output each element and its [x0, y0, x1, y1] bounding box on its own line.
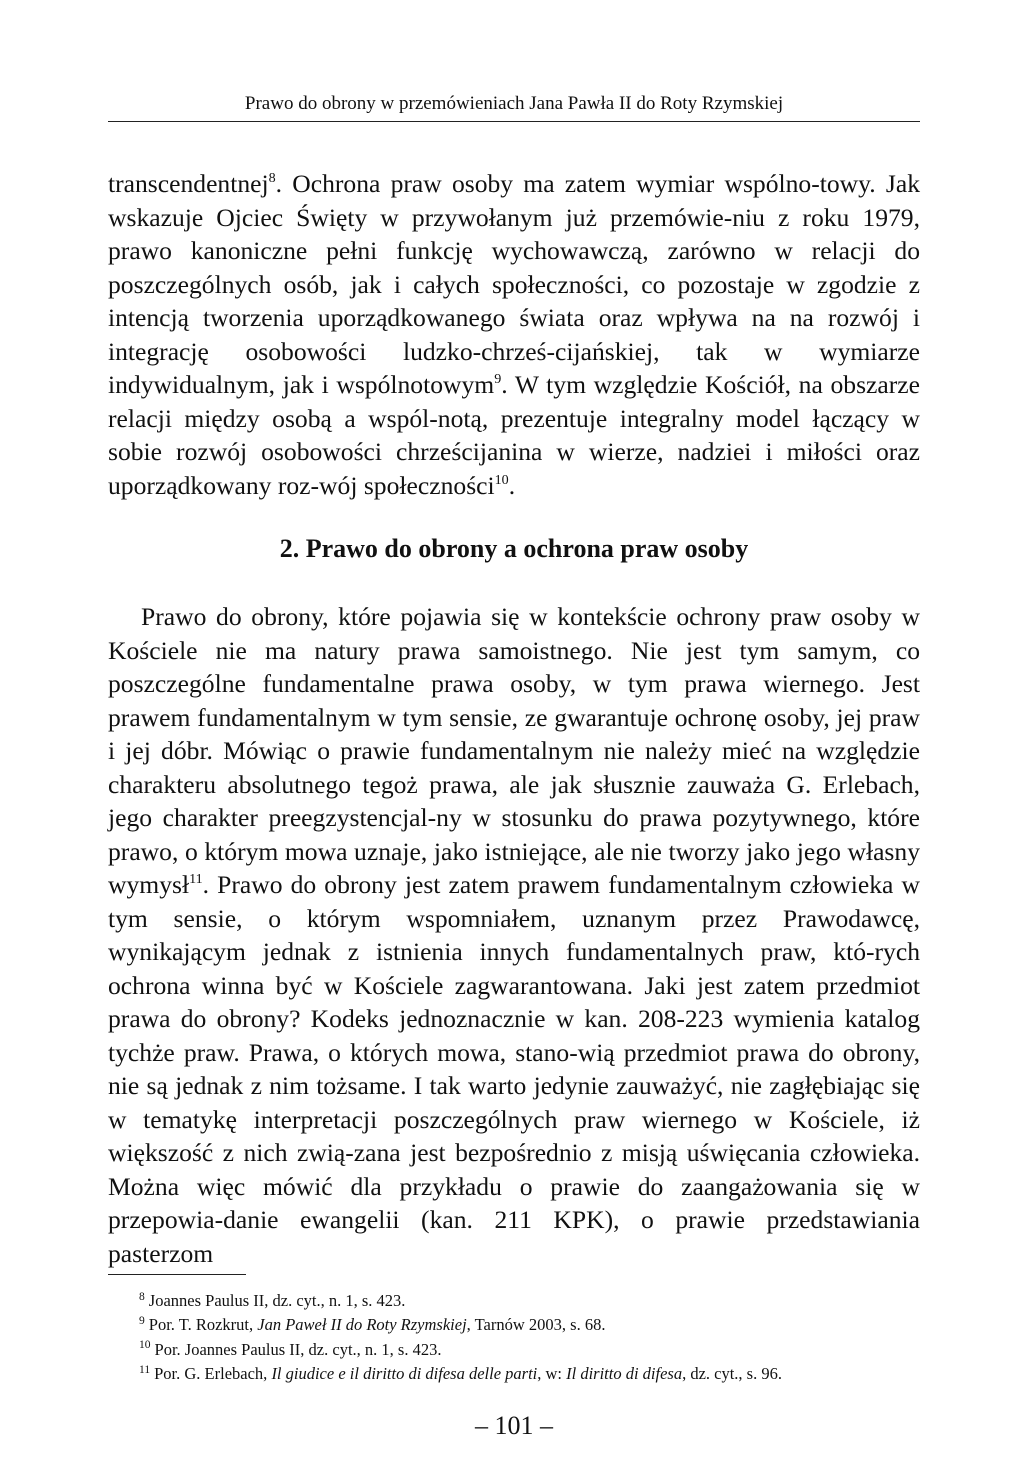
footnote-number: 10 [139, 1339, 151, 1352]
footnote-text: Por. G. Erlebach, [154, 1363, 272, 1383]
body-text [108, 167, 920, 1270]
footnote-text: Por. Joannes Paulus II, dz. cyt., n. 1, s. 423. [154, 1339, 442, 1359]
footnote-title: Il giudice e il diritto di difesa delle parti [271, 1363, 538, 1383]
footnote-title: Jan Paweł II do Roty Rzymskiej [257, 1315, 467, 1335]
paragraph [108, 600, 920, 1270]
footnote [108, 1289, 938, 1313]
footnote-text: , dz. cyt., s. 96. [682, 1363, 782, 1383]
footnote-text: , w: [537, 1363, 567, 1383]
footnote-number: 9 [139, 1314, 145, 1327]
text-run: . Ochrona praw osoby ma zatem wymiar wspólno-towy. Jak wskazuje Ojciec Święty w przywołanym już przemówie-niu z roku 1979, prawo kanoniczne pełni funkcję wychowawczą, zarówno w relacji do poszczególnych osób, jak i całych społeczności, co pozostaje w zgodzie z intencją tworzenia uporządkowanego świata oraz wpływa na na rozwój i integrację osobowości ludzko-chrześ-cijańskiej, tak w wymiarze indywidualnym, jak i wspólnotowym [108, 169, 920, 399]
page [108, 0, 920, 1483]
text-run: . W tym względzie Kościół, na obszarze relacji między osobą a wspól-notą, prezentuje integralny model łączący w sobie rozwój osobowości chrześcijanina w wierze, nadziei i miłości oraz uporządkowany roz-wój społeczności [108, 370, 920, 500]
text-run: Prawo do obrony, które pojawia się w kontekście ochrony praw osoby w Kościele nie ma natury prawa samoistnego. Nie jest tym samym, co poszczególne fundamentalne prawa osoby, w tym prawa wiernego. Jest prawem fundamentalnym w tym sensie, ze gwarantuje ochronę osoby, jej praw i jej dóbr. Mówiąc o prawie fundamentalnym nie należy mieć na względzie charakteru absolutnego tegoż prawa, ale jak słusznie zauważa G. Erlebach, jego charakter preegzystencjal-ny w stosunku do prawa pozytywnego, które prawo, o którym mowa uznaje, jako istniejące, ale nie tworzy jako jego własny wymysł [108, 602, 920, 899]
footnote [108, 1313, 938, 1337]
footnote-rule [108, 1274, 246, 1275]
footnotes [108, 1289, 938, 1386]
page-number: – 101 – [475, 1411, 553, 1440]
running-head: Prawo do obrony w przemówieniach Jana Pawła II do Roty Rzymskiej [244, 93, 784, 114]
paragraph [108, 167, 920, 502]
footnote [108, 1362, 938, 1386]
header-rule [108, 121, 920, 122]
footnote [108, 1338, 938, 1362]
text-run: transcendentnej [108, 169, 269, 198]
footnote-ref[interactable]: 8 [268, 170, 276, 187]
footnote-ref[interactable]: 10 [494, 471, 509, 488]
footnote-number: 11 [139, 1363, 151, 1376]
footnote-text: Joannes Paulus II, dz. cyt., n. 1, s. 423. [148, 1291, 406, 1310]
footnote-ref[interactable]: 11 [189, 871, 203, 888]
footnote-title: Il diritto di difesa [566, 1363, 683, 1383]
text-run: . [508, 470, 516, 500]
footnote-ref[interactable]: 9 [494, 371, 502, 388]
footnote-text: , Tarnów 2003, s. 68. [466, 1315, 606, 1335]
section-heading: 2. Prawo do obrony a ochrona praw osoby [279, 534, 749, 563]
text-run: . Prawo do obrony jest zatem prawem fundamentalnym człowieka w tym sensie, o którym wspomniałem, uznanym przez Prawodawcę, wynikającym jednak z istnienia innych fundamentalnych praw, któ-rych ochrona winna być w Kościele zagwarantowana. Jaki jest zatem przedmiot prawa do obrony? Kodeks jednoznacznie w kan. 208-223 wymienia katalog tychże praw. Prawa, o których mowa, stano-wią przedmiot prawa do obrony, nie są jednak z nim tożsame. I tak warto jedynie zauważyć, nie zagłębiając się w tematykę interpretacji poszczególnych praw wiernego w Kościele, iż większość z nich zwią-zana jest bezpośrednio z misją uświęcania człowieka. Można więc mówić dla przykładu o prawie do zaangażowania się w przepowia-danie ewangelii (kan. 211 KPK), o prawie przedstawiania pasterzom [108, 870, 920, 1268]
footnote-text: Por. T. Rozkrut, [148, 1315, 258, 1335]
footnote-number: 8 [139, 1290, 145, 1303]
